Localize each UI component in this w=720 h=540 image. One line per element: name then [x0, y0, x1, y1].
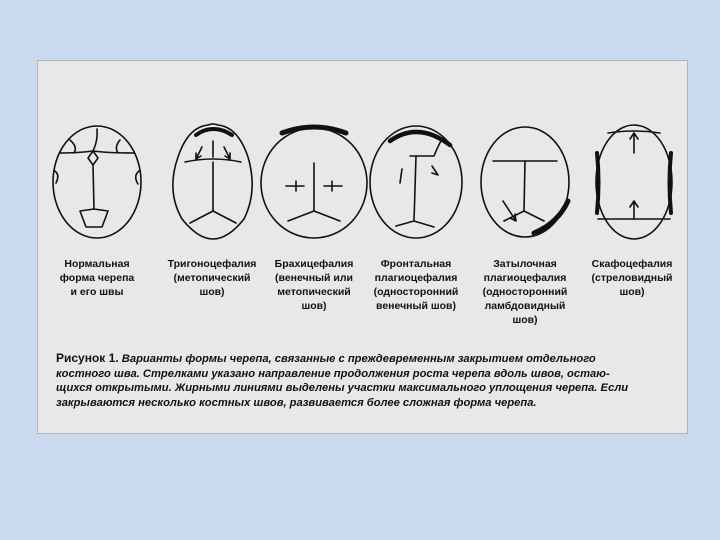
caption-line: Тригоноцефалия — [167, 258, 257, 270]
figure-caption — [56, 351, 686, 410]
caption-line: Скафоцефалия — [591, 258, 673, 270]
caption-line: (односторонний — [482, 286, 568, 298]
caption-scaphocephaly — [578, 257, 686, 299]
caption-line: форма черепа — [59, 272, 135, 284]
figure-panel — [37, 60, 688, 434]
figure-label: Рисунок 1. — [56, 351, 119, 365]
caption-line: (односторонний — [373, 286, 459, 298]
caption-line: шов) — [301, 300, 327, 312]
caption-text-line: Варианты формы черепа, связанные с преждевременным закрытием отдельного — [121, 353, 596, 365]
caption-line: Брахицефалия — [274, 258, 354, 270]
caption-trigonocephaly — [158, 257, 266, 299]
skull-frontal-plagiocephaly — [370, 126, 462, 238]
caption-text-line: костного шва. Стрелками указано направление продолжения роста черепа вдоль швов, остаю- — [56, 367, 610, 380]
caption-line: (стреловидный — [591, 272, 673, 284]
skull-brachycephaly — [261, 127, 367, 238]
caption-line: шов) — [512, 314, 538, 326]
caption-line: (венечный или — [275, 272, 353, 284]
caption-text-line: щихся открытыми. Жирными линиями выделены участки максимального уплощения черепа. Если — [56, 382, 629, 395]
caption-brachycephaly — [260, 257, 368, 313]
caption-line: и его швы — [70, 286, 124, 298]
caption-normal — [43, 257, 151, 299]
caption-line: ламбдовидный — [484, 300, 566, 312]
caption-line: (метопический — [173, 272, 251, 284]
caption-text-line: закрываются несколько костных швов, развивается более сложная форма черепа. — [56, 396, 537, 409]
caption-occipital-plagiocephaly — [471, 257, 579, 327]
caption-frontal-plagiocephaly — [362, 257, 470, 313]
caption-line: плагиоцефалия — [483, 272, 567, 284]
skull-normal — [53, 126, 141, 238]
skull-scaphocephaly — [596, 125, 672, 239]
caption-line: Нормальная — [64, 258, 130, 270]
caption-line: Затылочная — [493, 258, 557, 270]
caption-line: шов) — [619, 286, 645, 298]
skull-occipital-plagiocephaly — [481, 127, 569, 237]
caption-line: Фронтальная — [380, 258, 452, 270]
caption-line: плагиоцефалия — [374, 272, 458, 284]
caption-line: венечный шов) — [376, 300, 456, 312]
skull-trigonocephaly — [173, 124, 252, 239]
caption-line: метопический — [277, 286, 351, 298]
caption-line: шов) — [199, 286, 225, 298]
